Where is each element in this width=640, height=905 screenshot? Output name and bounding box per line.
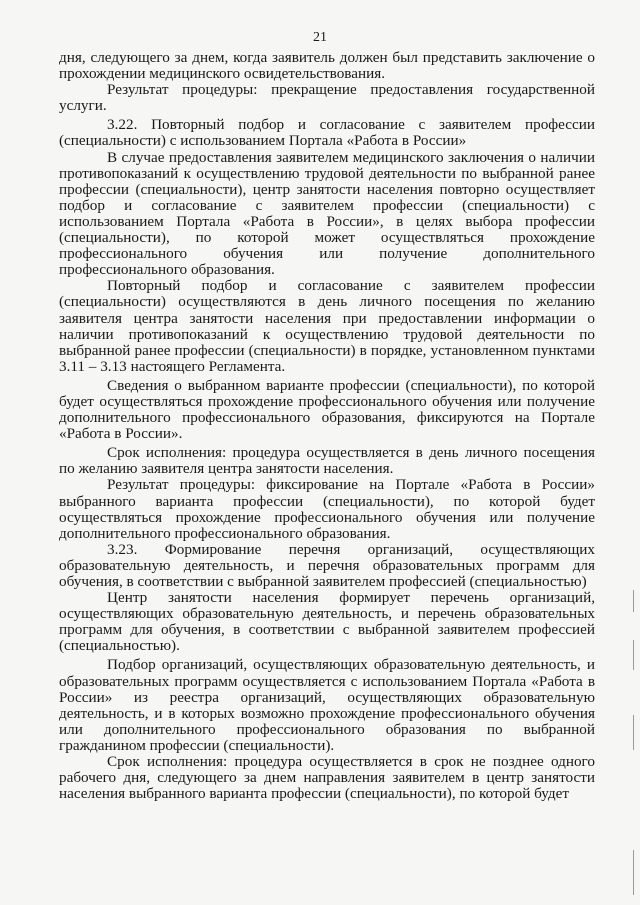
section-heading-3-23: 3.23. Формирование перечня организаций, осуществляющих образовательную деятельность, и перечня образовательных программ для обучения, в соответствии с выбранной заявителем профессией (специальностью): [59, 540, 595, 590]
scan-edge-mark: [633, 640, 634, 670]
paragraph-continuation: дня, следующего за днем, когда заявитель должен был представить заключение о прохождении медицинского освидетельствования.: [59, 49, 595, 83]
paragraph-deadline-2: Срок исполнения: процедура осуществляется в срок не позднее одного рабочего дня, следующего за днем направления заявителем в центр занятости населения выбранного варианта профессии (специальности), по которой будет: [59, 753, 595, 803]
scan-edge-mark: [633, 715, 634, 750]
document-body: [59, 50, 595, 802]
paragraph-repeat-selection: Повторный подбор и согласование с заявителем профессии (специальности) осуществляются в день личного посещения по желанию заявителя центра занятости населения при предоставлении информации о наличии противопоказаний к осуществлению трудовой деятельности по выбранной ранее профессии (специальности) в порядке, установленном пунктами 3.11 – 3.13 настоящего Регламента.: [59, 277, 595, 375]
section-heading-3-22: 3.22. Повторный подбор и согласование с заявителем профессии (специальности) с использованием Портала «Работа в России»: [59, 116, 595, 150]
page-number: 21: [313, 30, 327, 45]
paragraph-deadline-1: Срок исполнения: процедура осуществляется в день личного посещения по желанию заявителя центра занятости населения.: [59, 444, 595, 478]
scan-edge-mark: [633, 850, 634, 895]
paragraph-selected-option: Сведения о выбранном варианте профессии (специальности), по которой будет осуществляться прохождение профессионального обучения или получение дополнительного профессионального образования, фиксируются на Портале «Работа в России».: [59, 376, 595, 443]
paragraph-center-forms-list: Центр занятости населения формирует перечень организаций, осуществляющих образовательную деятельность, и перечень образовательных программ для обучения, в соответствии с выбранной заявителем профессией (специальностью).: [59, 589, 595, 655]
paragraph-result-2: Результат процедуры: фиксирование на Портале «Работа в России» выбранного варианта профессии (специальности), по которой будет осуществляться прохождение профессионального обучения или получение дополнительного профессионального образования.: [59, 476, 595, 542]
paragraph-medical-conclusion: В случае предоставления заявителем медицинского заключения о наличии противопоказаний к осуществлению трудовой деятельности по выбранной ранее профессии (специальности), центр занятости населения повторно осуществляет подбор и согласование с заявителем профессии (специальности) с использованием Портала «Работа в России», в целях выбора профессии (специальности), по которой может осуществляться прохождение профессионального обучения или получение дополнительного профессионального образования.: [59, 148, 595, 279]
paragraph-result-1: Результат процедуры: прекращение предоставления государственной услуги.: [59, 81, 595, 115]
paragraph-organization-selection: Подбор организаций, осуществляющих образовательную деятельность, и образовательных программ осуществляется с использованием Портала «Работа в России» из реестра организаций, осуществляющих образовательную деятельность, и в которых возможно прохождение профессионального обучения или дополнительного профессионального образования по выбранной гражданином профессии (специальности).: [59, 656, 595, 754]
scan-edge-mark: [633, 590, 634, 612]
